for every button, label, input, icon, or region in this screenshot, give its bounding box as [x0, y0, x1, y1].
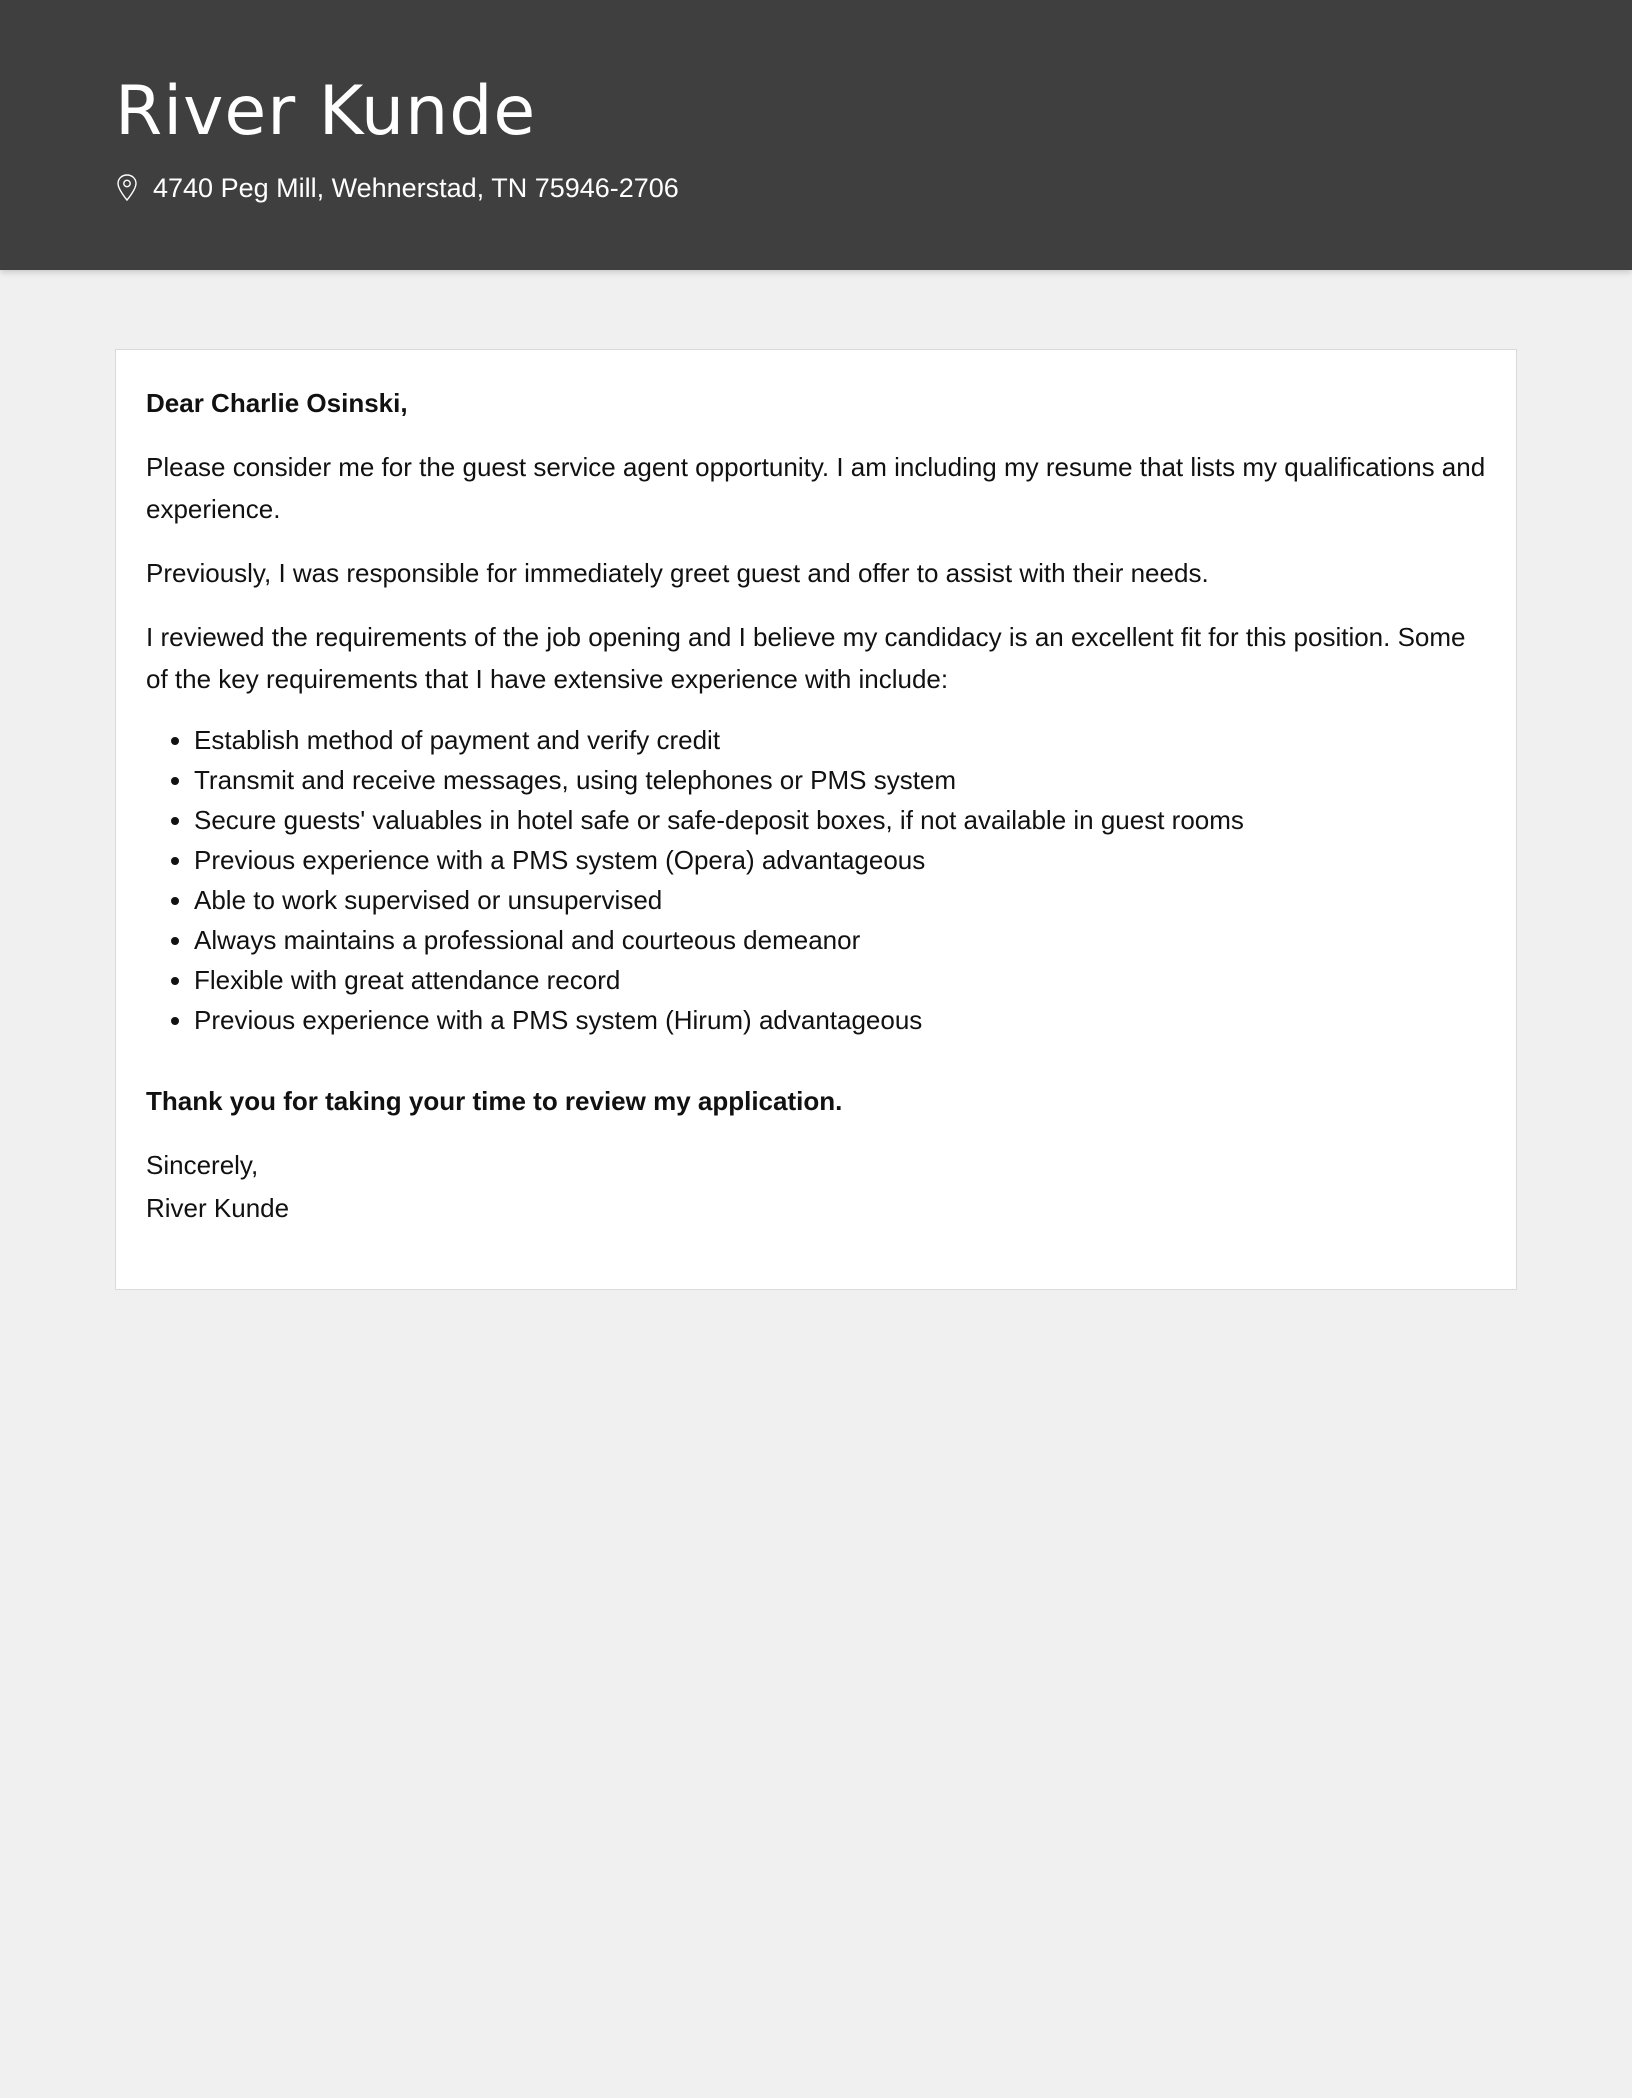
- location-pin-icon: [115, 173, 139, 203]
- applicant-name: River Kunde: [115, 72, 537, 151]
- page-header: [0, 0, 1632, 270]
- list-item: • Previous experience with a PMS system (Hirum) advantageous: [194, 1000, 1486, 1040]
- list-item: • Previous experience with a PMS system (Opera) advantageous: [194, 840, 1486, 880]
- list-item: • Transmit and receive messages, using telephones or PMS system: [194, 760, 1486, 800]
- letter-paragraph: I reviewed the requirements of the job opening and I believe my candidacy is an excellent fit for this position. Some of the key requirements that I have extensive experience with include:: [146, 622, 1466, 694]
- address-text: 4740 Peg Mill, Wehnerstad, TN 75946-2706: [153, 173, 679, 203]
- letter-paragraph: Previously, I was responsible for immediately greet guest and offer to assist with their needs.: [146, 558, 1209, 588]
- list-item: • Secure guests' valuables in hotel safe or safe-deposit boxes, if not available in guest rooms: [194, 800, 1486, 840]
- list-item: • Establish method of payment and verify credit: [194, 720, 1486, 760]
- list-item: • Always maintains a professional and courteous demeanor: [194, 920, 1486, 960]
- address-row: [115, 168, 1632, 208]
- letter-signoff: Sincerely,: [146, 1150, 259, 1180]
- cover-letter-card: [115, 349, 1517, 1290]
- list-item: • Flexible with great attendance record: [194, 960, 1486, 1000]
- list-item: • Able to work supervised or unsupervised: [194, 880, 1486, 920]
- letter-paragraph: Please consider me for the guest service agent opportunity. I am including my resume that lists my qualifications and experience.: [146, 452, 1486, 524]
- requirements-list: [146, 720, 1486, 1040]
- letter-closing: Thank you for taking your time to review my application.: [146, 1086, 843, 1116]
- letter-greeting: Dear Charlie Osinski,: [146, 388, 408, 418]
- letter-signature: River Kunde: [146, 1193, 290, 1223]
